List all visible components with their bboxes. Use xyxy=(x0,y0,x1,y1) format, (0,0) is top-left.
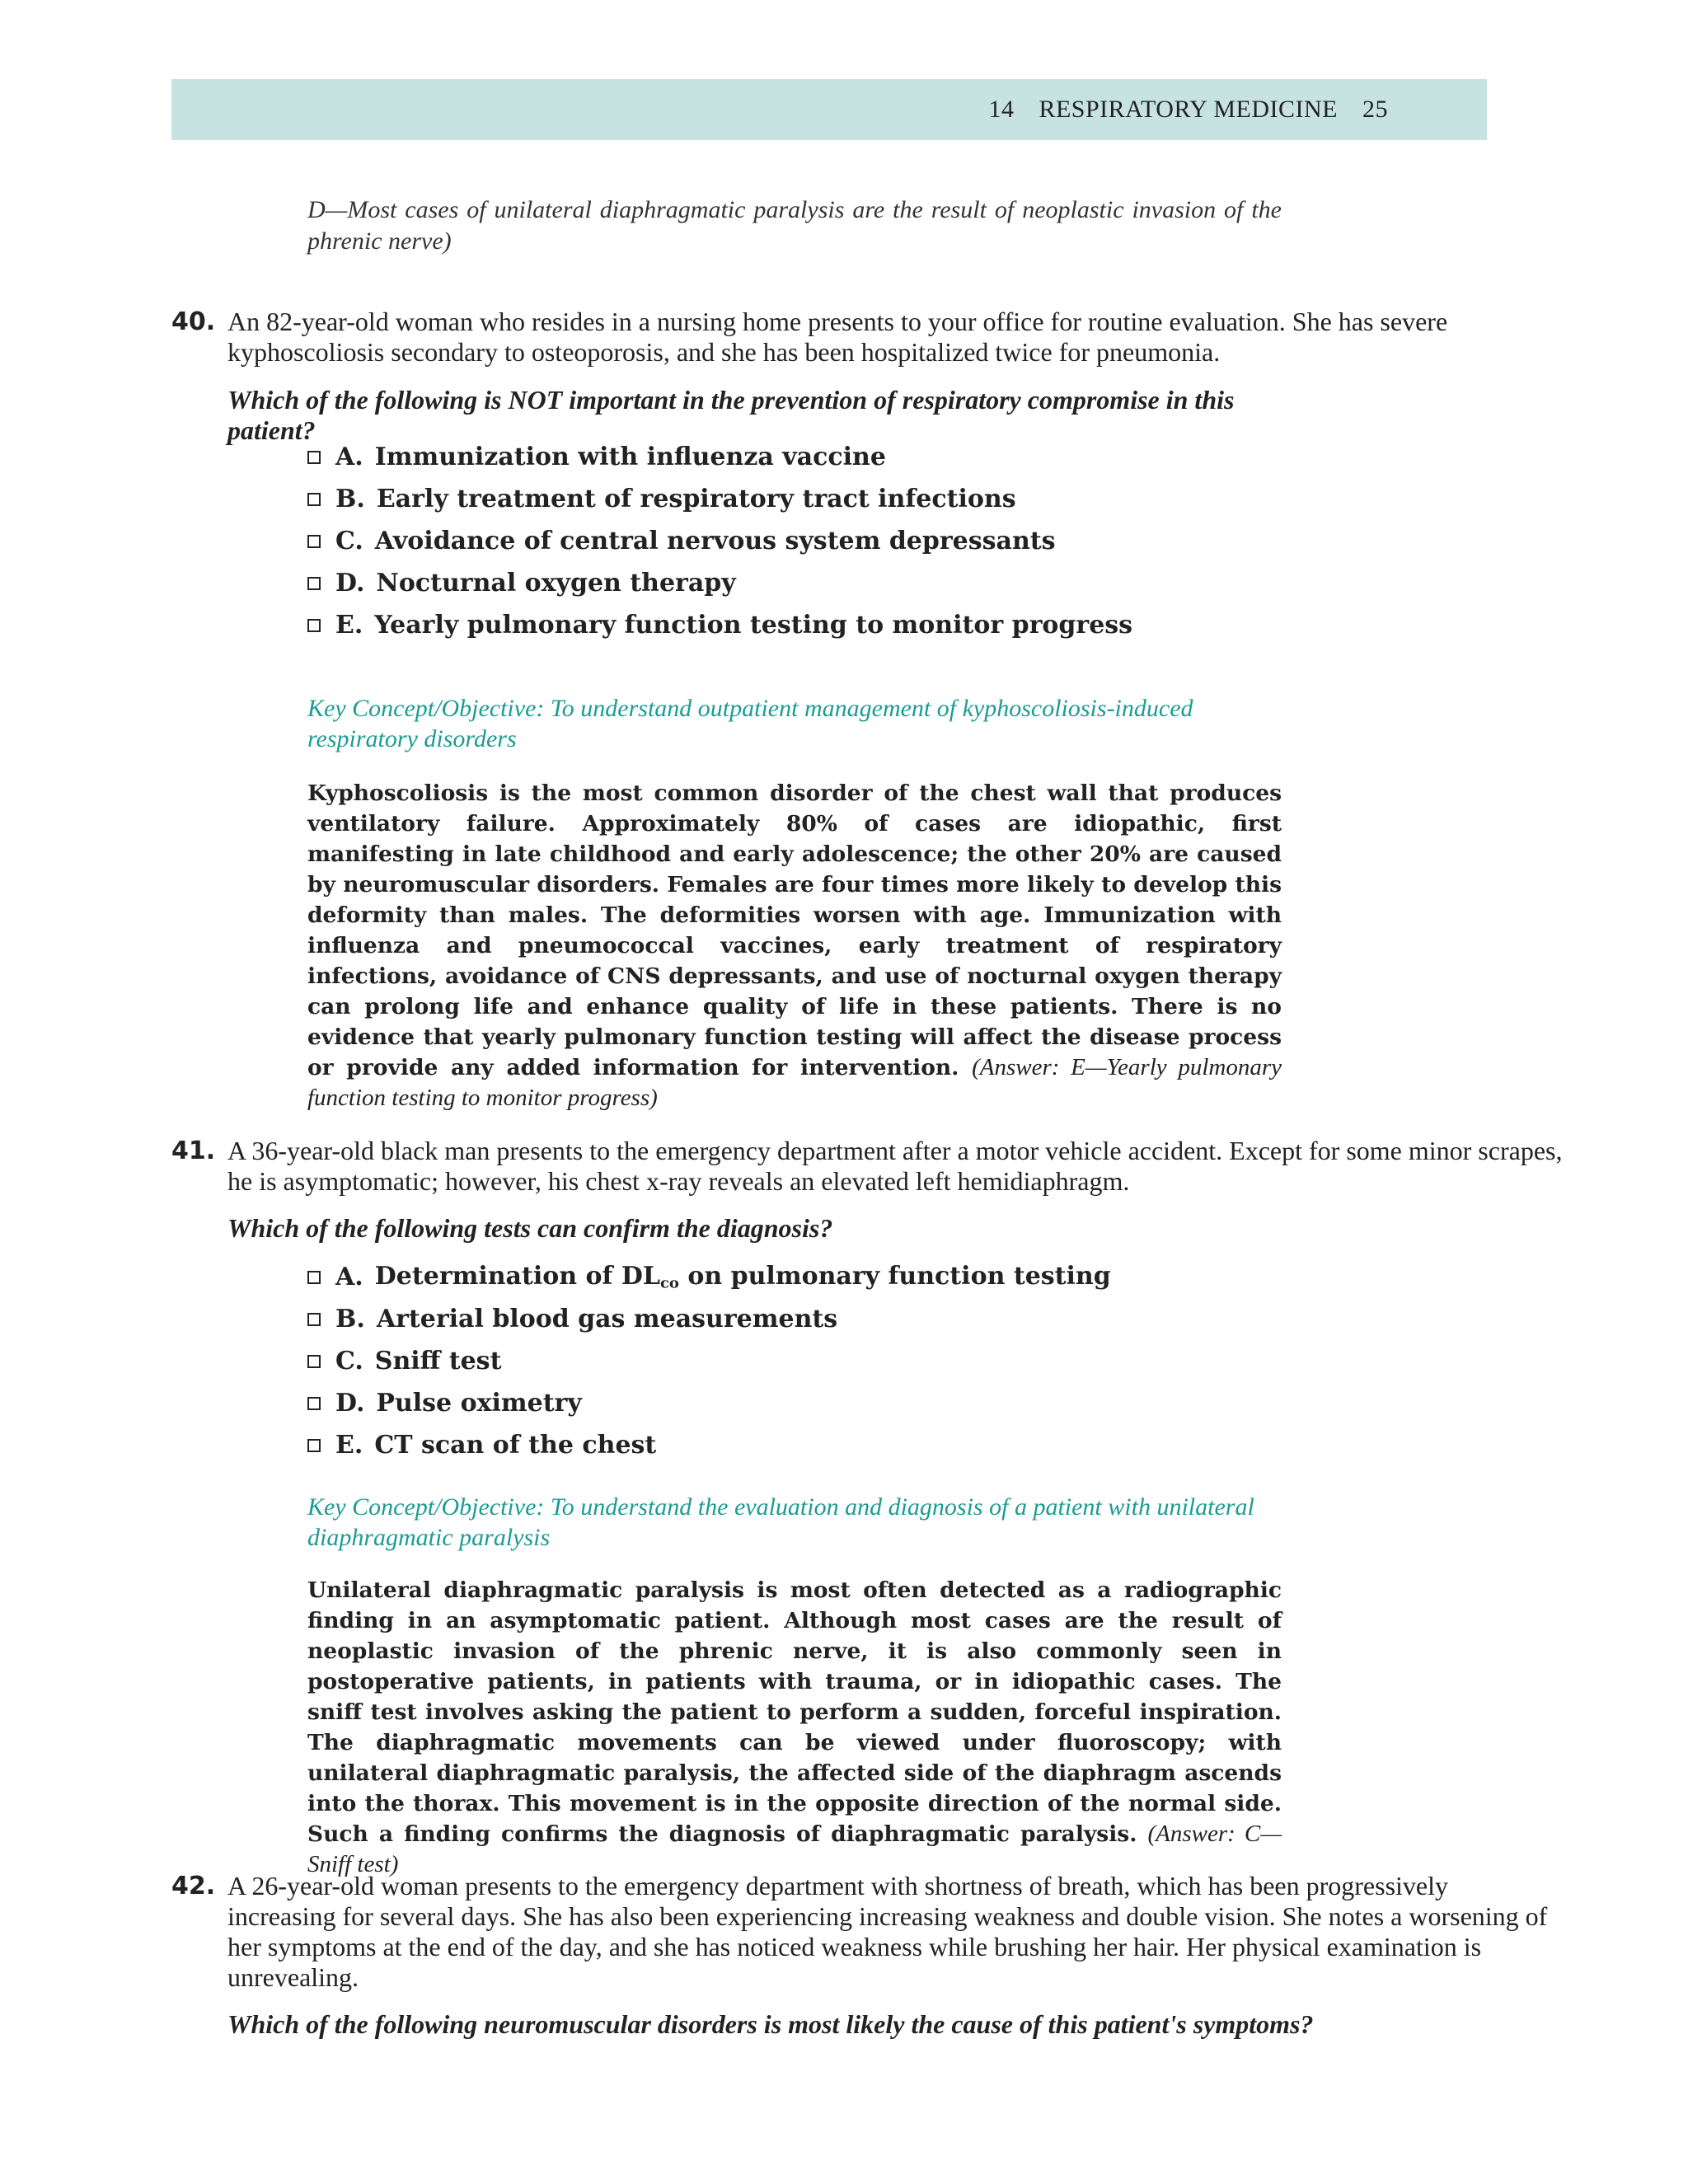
question-number: 41. xyxy=(171,1137,216,1165)
checkbox-icon[interactable] xyxy=(307,1397,321,1410)
answer-choices xyxy=(307,1256,1111,1466)
question-prompt: Which of the following is NOT important in the prevention of respiratory compromise in this patient? xyxy=(227,385,1235,445)
choice-d[interactable] xyxy=(307,1382,1111,1424)
explanation xyxy=(307,1575,1282,1880)
question-stem: An 82-year-old woman who resides in a nursing home presents to your office for routine evaluation. She has severe kyphoscoliosis secondary to osteoporosis, and she has been hospitalized twice for pneumonia. xyxy=(227,307,1448,367)
choice-letter: B. xyxy=(335,485,365,513)
carryover-answer: D—Most cases of unilateral diaphragmatic paralysis are the result of neoplastic invasion of the phrenic nerve) xyxy=(307,196,1282,255)
explanation-text: Kyphoscoliosis is the most common disorder of the chest wall that produces ventilatory failure. Approximately 80% of cases are idiopathic, first manifesting in late childhood and early adolescence; the other 20% are caused by neuromuscular disorders. Females are four times more likely to develop this deformity than males. The deformities worsen with age. Immunization with influenza and pneumococcal vaccines, early treatment of respiratory infections, avoidance of CNS depressants, and use of nocturnal oxygen therapy can prolong life and enhance quality of life in these patients. There is no evidence that yearly pulmonary function testing will affect the disease process or provide any added information for intervention. xyxy=(307,780,1282,1080)
choice-text: Sniff test xyxy=(374,1347,502,1376)
question-stem: A 26-year-old woman presents to the emergency department with shortness of breath, which has been progressively increasing for several days. She has also been experiencing increasing weakness and double vision. She notes a worsening of her symptoms at the end of the day, and she has noticed weakness while brushing her hair. Her physical examination is unrevealing. xyxy=(227,1871,1548,1992)
choice-letter: E. xyxy=(335,611,363,640)
question-stem: A 36-year-old black man presents to the emergency department after a motor vehicle accident. Except for some minor scrapes, he is asymptomatic; however, his chest x-ray reveals an elevated left hemidiaphragm. xyxy=(227,1136,1563,1196)
choice-text: CT scan of the chest xyxy=(374,1431,657,1460)
checkbox-icon[interactable] xyxy=(307,577,321,590)
explanation-text: Unilateral diaphragmatic paralysis is most often detected as a radiographic finding in an asymptomatic patient. Although most cases are the result of neoplastic invasion of the phrenic nerve, it is also commonly seen in postoperative patients, in patients with trauma, or in idiopathic cases. The sniff test involves asking the patient to perform a sudden, forceful inspiration. The diaphragmatic movements can be viewed under fluoroscopy; with unilateral diaphragmatic paralysis, the affected side of the diaphragm ascends into the thorax. This movement is in the opposite direction of the normal side. Such a finding confirms the diagnosis of diaphragmatic paralysis. xyxy=(307,1577,1282,1847)
choice-letter: D. xyxy=(335,1389,365,1418)
running-head-text xyxy=(988,96,1388,124)
subscript: co xyxy=(659,1274,679,1292)
choice-text: Avoidance of central nervous system depressants xyxy=(374,527,1056,555)
chapter-title: RESPIRATORY MEDICINE xyxy=(1039,96,1338,123)
choice-letter: E. xyxy=(335,1431,363,1460)
question-number: 42. xyxy=(171,1872,216,1900)
choice-text: Early treatment of respiratory tract infections xyxy=(376,485,1016,513)
choice-b[interactable] xyxy=(307,1298,1111,1340)
checkbox-icon[interactable] xyxy=(307,619,321,632)
question-prompt: Which of the following neuromuscular disorders is most likely the cause of this patient's symptoms? xyxy=(227,2009,1314,2039)
choice-text: Pulse oximetry xyxy=(376,1389,582,1418)
checkbox-icon[interactable] xyxy=(307,1439,321,1452)
choice-text-after: on pulmonary function testing xyxy=(678,1262,1111,1291)
checkbox-icon[interactable] xyxy=(307,535,321,548)
choice-c[interactable] xyxy=(307,1340,1111,1382)
choice-text: Nocturnal oxygen therapy xyxy=(376,569,736,598)
answer-text: (Answer: C—Sniff test) xyxy=(307,1821,1282,1877)
key-concept: Key Concept/Objective: To understand the evaluation and diagnosis of a patient with unilateral diaphragmatic paralysis xyxy=(307,1493,1254,1551)
key-concept: Key Concept/Objective: To understand outpatient management of kyphoscoliosis-induced respiratory disorders xyxy=(307,695,1193,752)
choice-a[interactable] xyxy=(307,1256,1111,1298)
choice-text-before: Determination of DL xyxy=(374,1262,660,1291)
choice-c[interactable] xyxy=(307,520,1132,562)
choice-letter: A. xyxy=(335,1263,363,1291)
choice-letter: D. xyxy=(335,569,365,598)
question-number: 40. xyxy=(171,307,216,336)
checkbox-icon[interactable] xyxy=(307,1271,321,1284)
choice-b[interactable] xyxy=(307,478,1132,520)
checkbox-icon[interactable] xyxy=(307,1355,321,1368)
page-number: 25 xyxy=(1362,96,1388,123)
choice-text xyxy=(375,1262,1111,1292)
checkbox-icon[interactable] xyxy=(307,451,321,464)
checkbox-icon[interactable] xyxy=(307,493,321,506)
explanation xyxy=(307,778,1282,1113)
choice-a[interactable] xyxy=(307,436,1132,478)
choice-e[interactable] xyxy=(307,604,1132,646)
answer-choices xyxy=(307,436,1132,646)
choice-letter: A. xyxy=(335,443,363,471)
choice-letter: C. xyxy=(335,1347,363,1376)
choice-text: Immunization with influenza vaccine xyxy=(374,443,886,471)
question-prompt: Which of the following tests can confirm the diagnosis? xyxy=(227,1213,833,1243)
chapter-number: 14 xyxy=(988,96,1015,123)
choice-text: Arterial blood gas measurements xyxy=(376,1305,838,1333)
choice-letter: B. xyxy=(335,1305,365,1333)
choice-e[interactable] xyxy=(307,1424,1111,1466)
choice-d[interactable] xyxy=(307,562,1132,604)
checkbox-icon[interactable] xyxy=(307,1313,321,1326)
running-header xyxy=(171,79,1487,140)
answer-text: (Answer: E—Yearly pulmonary function testing to monitor progress) xyxy=(307,1054,1282,1111)
choice-text: Yearly pulmonary function testing to monitor progress xyxy=(374,611,1133,640)
choice-letter: C. xyxy=(335,527,363,555)
